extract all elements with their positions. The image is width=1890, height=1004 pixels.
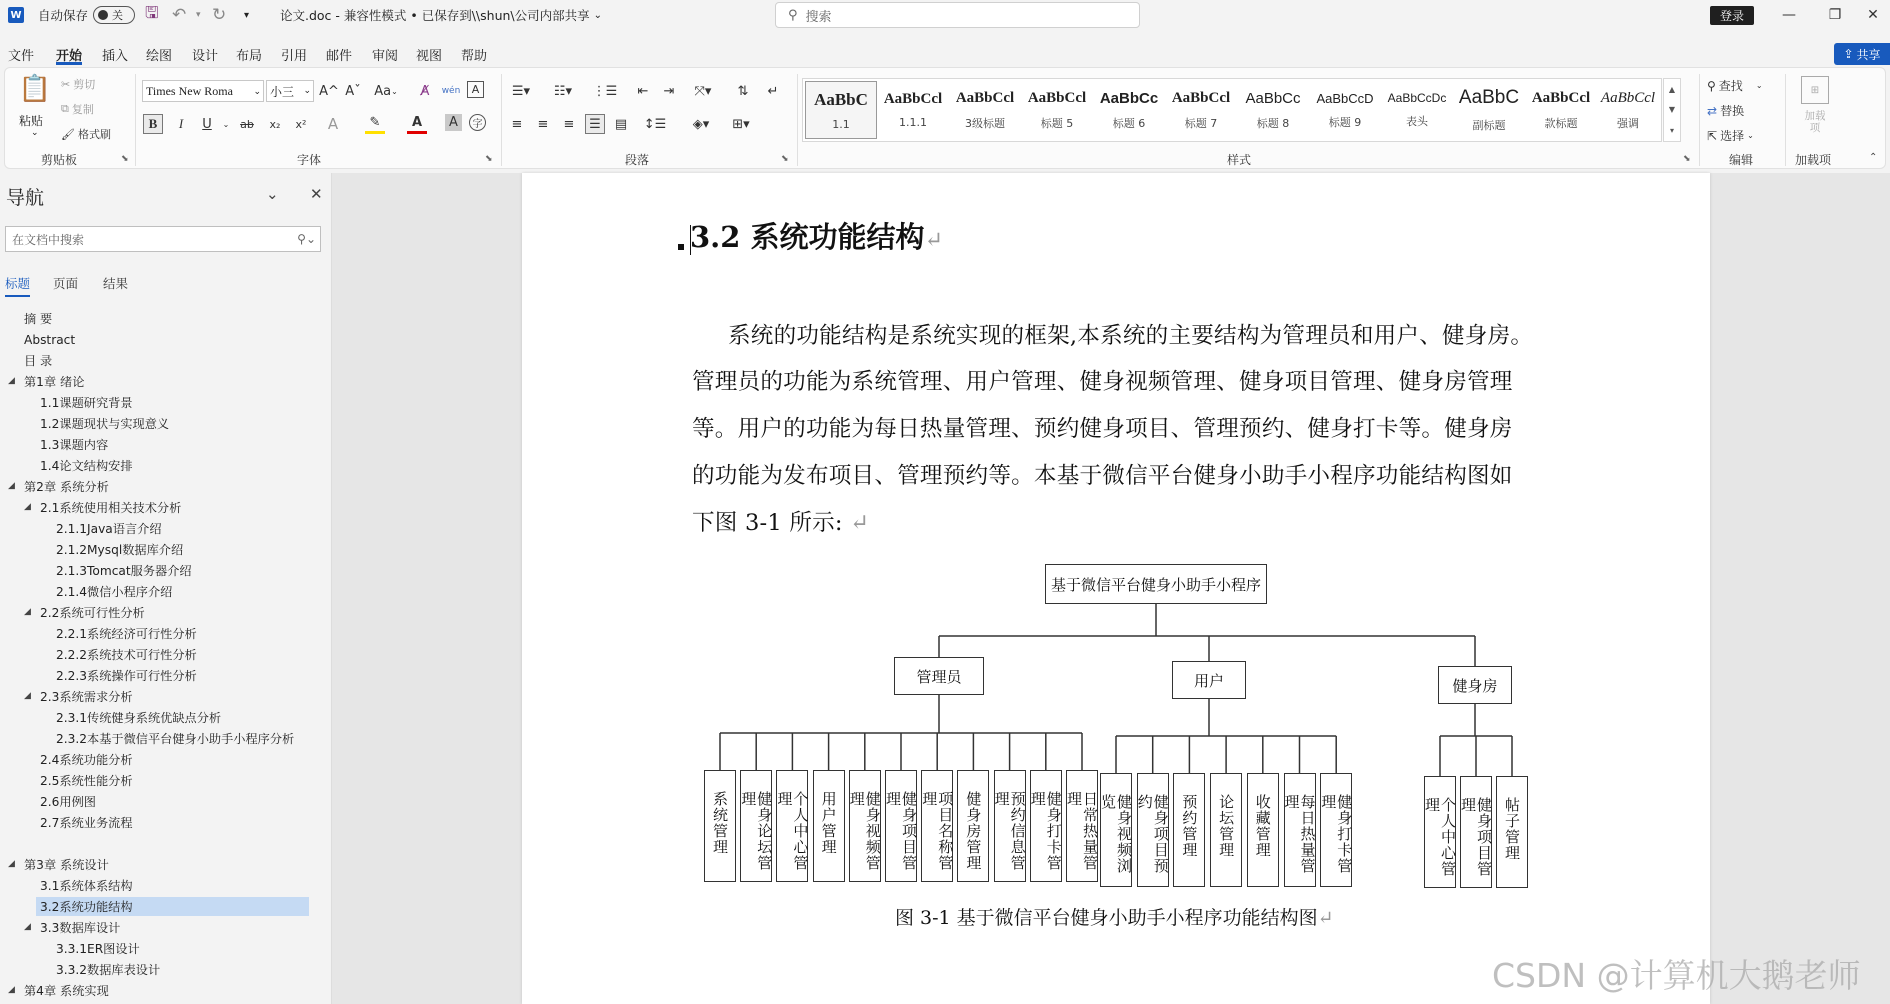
align-right-icon[interactable]: ≡ xyxy=(563,116,575,132)
diagram-leaf-node: 健身项目管理 xyxy=(1460,776,1492,888)
nav-pane-title: 导航 xyxy=(6,187,45,209)
diagram-group-node: 用户 xyxy=(1172,661,1246,699)
nav-heading-item[interactable]: 1.4论文结构安排 xyxy=(40,459,133,473)
nav-heading-item[interactable]: 2.2系统可行性分析 xyxy=(40,606,145,620)
diagram-leaf-node: 系统管理 xyxy=(704,770,736,882)
navigation-pane xyxy=(0,173,332,1004)
paste-icon[interactable]: 📋 xyxy=(18,74,52,104)
nav-heading-item[interactable]: 第3章 系统设计 xyxy=(24,858,109,872)
diagram-leaf-node: 收藏管理 xyxy=(1247,773,1279,887)
borders-icon[interactable]: ⊞▾ xyxy=(732,116,750,132)
font-name-combo[interactable]: Times New Roma ⌄ xyxy=(142,80,264,102)
diagram-leaf-node: 健身打卡管理 xyxy=(1030,770,1062,882)
underline-button[interactable]: U xyxy=(202,116,212,132)
diagram-leaf-node: 健身项目管理 xyxy=(885,770,917,882)
nav-heading-item[interactable]: 2.3.2本基于微信平台健身小助手小程序分析 xyxy=(56,732,295,746)
collapse-ribbon-icon[interactable]: ⌃ xyxy=(1869,152,1878,163)
title-bar xyxy=(0,0,1890,30)
style-item[interactable]: AaBbCcl 3级标题 xyxy=(955,89,1015,130)
collapse-arrow-icon[interactable]: ◢ xyxy=(8,481,15,491)
collapse-arrow-icon[interactable]: ◢ xyxy=(24,502,31,512)
bold-button[interactable]: B xyxy=(143,114,163,134)
style-item[interactable]: AaBbCc 标题 6 xyxy=(1099,89,1159,130)
tab-view[interactable]: 视图 xyxy=(416,49,443,64)
nav-tab-headings[interactable]: 标题 xyxy=(5,274,30,297)
nav-heading-item[interactable]: 2.3系统需求分析 xyxy=(40,690,133,704)
diagram-leaf-node: 帖子管理 xyxy=(1496,776,1528,888)
section-heading[interactable]: 3.2 系统功能结构↵ xyxy=(690,220,943,254)
cut-button[interactable]: ✂ 剪切 xyxy=(61,77,96,91)
character-border-icon[interactable]: A xyxy=(467,81,484,98)
clear-formatting-icon[interactable]: A̸ xyxy=(420,83,430,99)
format-painter-button[interactable]: 🖌 格式刷 xyxy=(61,127,111,141)
style-item[interactable]: AaBbCcl 标题 5 xyxy=(1027,89,1087,130)
style-item[interactable]: AaBbCcl 强调 xyxy=(1600,89,1656,130)
nav-heading-item[interactable]: 2.3.1传统健身系统优缺点分析 xyxy=(56,711,222,725)
paragraph-line: 系统的功能结构是系统实现的框架,本系统的主要结构为管理员和用户、健身房。 xyxy=(728,323,1534,349)
nav-heading-item[interactable]: 1.2课题现状与实现意义 xyxy=(40,417,170,431)
copy-button[interactable]: ⧉ 复制 xyxy=(61,102,94,116)
tab-insert[interactable]: 插入 xyxy=(102,49,129,64)
addins-group-label: 加载项 xyxy=(1795,153,1832,167)
autosave-label: 自动保存 xyxy=(38,8,89,23)
tab-mailings[interactable]: 邮件 xyxy=(326,49,353,64)
styles-launcher-icon[interactable]: ⬊ xyxy=(1683,154,1691,164)
nav-heading-item[interactable]: 2.1.1Java语言介绍 xyxy=(56,522,162,536)
numbering-icon[interactable]: ☷▾ xyxy=(553,83,573,99)
editing-group-label: 编辑 xyxy=(1729,153,1754,167)
replace-button[interactable]: ⇄ 替换 xyxy=(1707,103,1745,118)
nav-heading-item[interactable]: 3.1系统体系结构 xyxy=(40,879,133,893)
find-button[interactable]: ⚲ 查找 ⌄ xyxy=(1707,78,1763,93)
diagram-leaf-node: 个人中心管理 xyxy=(1424,776,1456,888)
nav-heading-item[interactable]: 2.1系统使用相关技术分析 xyxy=(40,501,182,515)
distributed-icon[interactable]: ▤ xyxy=(614,116,628,132)
align-left-icon[interactable]: ≡ xyxy=(511,116,523,132)
diagram-leaf-node: 预约信息管理 xyxy=(994,770,1026,882)
tab-draw[interactable]: 绘图 xyxy=(146,49,173,64)
nav-heading-item[interactable]: 2.2.1系统经济可行性分析 xyxy=(56,627,197,641)
show-formatting-icon[interactable]: ↵ xyxy=(767,83,779,99)
chinese-layout-icon[interactable]: ⤧▾ xyxy=(694,83,712,99)
addins-button[interactable]: 加载项 xyxy=(1804,110,1826,134)
undo-icon[interactable]: ↶ xyxy=(172,5,187,25)
diagram-leaf-node: 个人中心管理 xyxy=(776,770,808,882)
nav-heading-item[interactable]: 1.1课题研究背景 xyxy=(40,396,133,410)
change-case-icon[interactable]: Aa ⌄ xyxy=(374,83,398,99)
tab-layout[interactable]: 布局 xyxy=(236,49,263,64)
line-spacing-icon[interactable]: ↕☰ xyxy=(643,116,667,132)
justify-icon[interactable]: ☰ xyxy=(585,114,605,134)
copy-icon: ⧉ xyxy=(61,102,69,115)
group-divider xyxy=(501,74,502,166)
maximize-icon[interactable]: ❐ xyxy=(1828,7,1842,23)
chevron-up-icon[interactable]: ▲ xyxy=(1668,84,1676,94)
diagram-leaf-node: 预约管理 xyxy=(1173,773,1205,887)
search-icon: ⚲ xyxy=(788,7,798,23)
enclose-characters-icon[interactable]: 字 xyxy=(469,114,486,131)
share-icon: ⇪ xyxy=(1843,47,1854,61)
nav-search-input[interactable]: 在文档中搜索 ⚲⌄ xyxy=(5,226,321,252)
font-launcher-icon[interactable]: ⬊ xyxy=(485,154,493,164)
nav-heading-item[interactable]: 第1章 绪论 xyxy=(24,375,85,389)
scissors-icon: ✂ xyxy=(61,77,71,91)
strikethrough-button[interactable]: ab xyxy=(240,117,254,131)
nav-heading-item[interactable]: 2.6用例图 xyxy=(40,795,96,809)
paragraph-line: 管理员的功能为系统管理、用户管理、健身视频管理、健身项目管理、健身房管理 xyxy=(692,369,1513,395)
diagram-leaf-node: 健身打卡管理 xyxy=(1320,773,1352,887)
paste-button[interactable]: 粘贴 xyxy=(19,114,44,128)
nav-heading-item[interactable]: 3.3.1ER图设计 xyxy=(56,942,140,956)
style-item[interactable]: AaBbCcD 标题 9 xyxy=(1316,90,1374,129)
align-center-icon[interactable]: ≡ xyxy=(537,116,549,132)
paragraph-mark: ↵ xyxy=(842,510,870,536)
word-app-icon: W xyxy=(8,0,24,30)
watermark: CSDN @计算机大鹅老师 xyxy=(1492,956,1861,995)
diagram-leaf-node: 健身视频浏览 xyxy=(1100,773,1132,887)
nav-heading-item[interactable]: 3.3数据库设计 xyxy=(40,921,121,935)
styles-gallery xyxy=(802,78,1662,142)
expand-gallery-icon[interactable]: ▾ xyxy=(1669,126,1674,136)
diagram-group-node: 健身房 xyxy=(1438,666,1512,704)
nav-heading-item[interactable]: 目 录 xyxy=(24,354,53,368)
diagram-leaf-node: 健身论坛管理 xyxy=(740,770,772,882)
collapse-arrow-icon[interactable]: ◢ xyxy=(24,607,31,617)
nav-tab-results[interactable]: 结果 xyxy=(103,276,129,291)
nav-heading-item[interactable]: 2.1.4微信小程序介绍 xyxy=(56,585,173,599)
nav-tab-pages[interactable]: 页面 xyxy=(53,276,79,291)
figure-caption: 图 3-1 基于微信平台健身小助手小程序功能结构图↵ xyxy=(895,907,1334,929)
bullets-icon[interactable]: ☰▾ xyxy=(511,83,531,99)
autosave-toggle[interactable]: 关 xyxy=(93,0,135,30)
increase-indent-icon[interactable]: ⇥ xyxy=(663,83,675,99)
styles-gallery-scroll[interactable] xyxy=(1663,78,1681,142)
document-title[interactable]: 论文.doc - 兼容性模式 • 已保存到\\shun\公司内部共享 ⌄ xyxy=(280,8,603,23)
style-item[interactable]: AaBbCcl 1.1.1 xyxy=(883,91,943,129)
chevron-down-icon[interactable]: ⌄ xyxy=(266,185,279,203)
diagram-group-node: 管理员 xyxy=(894,657,984,695)
ribbon-tabs xyxy=(0,41,1890,67)
style-item[interactable]: AaBbCcl 款标题 xyxy=(1531,89,1591,130)
tab-file[interactable]: 文件 xyxy=(8,49,35,64)
multilevel-list-icon[interactable]: ⋮☰ xyxy=(592,83,618,99)
style-item[interactable]: AaBbCcl 标题 7 xyxy=(1171,89,1231,130)
collapse-arrow-icon[interactable]: ◢ xyxy=(8,376,15,386)
tab-help[interactable]: 帮助 xyxy=(461,49,488,64)
font-group-label: 字体 xyxy=(297,153,322,167)
group-divider xyxy=(1699,74,1700,166)
collapse-arrow-icon[interactable]: ◢ xyxy=(8,859,15,869)
text-effects-icon[interactable]: A xyxy=(327,115,339,133)
select-button[interactable]: ⇱ 选择 ⌄ xyxy=(1707,128,1754,143)
redo-icon[interactable]: ↻ xyxy=(212,5,227,25)
tab-design[interactable]: 设计 xyxy=(192,49,219,64)
collapse-arrow-icon[interactable]: ◢ xyxy=(24,922,31,932)
nav-heading-item[interactable]: 2.1.3Tomcat服务器介绍 xyxy=(56,564,192,578)
nav-heading-item[interactable]: 2.2.2系统技术可行性分析 xyxy=(56,648,197,662)
paragraph-line: 下图 3-1 所示: ↵ xyxy=(692,510,870,536)
addins-icon[interactable]: ⊞ xyxy=(1801,76,1829,104)
diagram-leaf-node: 论坛管理 xyxy=(1210,773,1242,887)
share-button[interactable]: ⇪ 共享 xyxy=(1834,43,1890,65)
clipboard-group-label: 剪贴板 xyxy=(41,153,78,167)
styles-group-label: 样式 xyxy=(1227,153,1252,167)
nav-heading-item[interactable]: 2.1.2Mysql数据库介绍 xyxy=(56,543,184,557)
tab-references[interactable]: 引用 xyxy=(281,49,308,64)
style-item[interactable]: AaBbC 副标题 xyxy=(1458,87,1520,132)
nav-heading-item[interactable]: 2.4系统功能分析 xyxy=(40,753,133,767)
style-item[interactable]: AaBbCc 标题 8 xyxy=(1245,89,1301,130)
paragraph-group-label: 段落 xyxy=(625,153,650,167)
superscript-button[interactable]: x² xyxy=(295,117,307,131)
style-item[interactable]: AaBbCcDc 表头 xyxy=(1387,91,1447,128)
search-icon: ⚲ xyxy=(1707,78,1716,93)
minimize-icon[interactable]: — xyxy=(1782,7,1796,23)
italic-button[interactable]: I xyxy=(178,116,184,131)
nav-heading-item[interactable]: 3.2系统功能结构 xyxy=(36,897,309,916)
font-color-icon[interactable]: A xyxy=(407,114,427,134)
paragraph-launcher-icon[interactable]: ⬊ xyxy=(781,154,789,164)
diagram-leaf-node: 健身视频管理 xyxy=(849,770,881,882)
nav-heading-item[interactable]: 第2章 系统分析 xyxy=(24,480,109,494)
nav-heading-item[interactable]: 1.3课题内容 xyxy=(40,438,109,452)
subscript-button[interactable]: x₂ xyxy=(269,117,281,131)
nav-heading-item[interactable]: 2.7系统业务流程 xyxy=(40,816,133,830)
paragraph-line: 等。用户的功能为每日热量管理、预约健身项目、管理预约、健身打卡等。健身房 xyxy=(692,416,1513,442)
customize-toolbar-icon[interactable]: ▾ xyxy=(244,9,250,21)
shading-icon[interactable]: ◈▾ xyxy=(692,116,710,132)
decrease-indent-icon[interactable]: ⇤ xyxy=(637,83,649,99)
save-icon[interactable]: 🖫 xyxy=(145,2,159,22)
grow-font-icon[interactable]: A^ xyxy=(319,83,339,99)
cursor-icon: ⇱ xyxy=(1707,128,1718,143)
diagram-leaf-node: 日常热量管理 xyxy=(1066,770,1098,882)
replace-icon: ⇄ xyxy=(1707,103,1718,118)
paste-dropdown-icon[interactable]: ⌄ xyxy=(31,128,39,138)
ribbon xyxy=(4,67,1886,169)
collapse-arrow-icon[interactable]: ◢ xyxy=(8,985,15,995)
character-shading-icon[interactable]: A xyxy=(445,114,462,131)
group-divider xyxy=(135,74,136,166)
diagram-leaf-node: 健身房管理 xyxy=(957,770,989,882)
nav-heading-item[interactable]: 2.5系统性能分析 xyxy=(40,774,133,788)
tab-home[interactable]: 开始 xyxy=(56,45,82,65)
diagram-leaf-node: 每日热量管理 xyxy=(1284,773,1316,887)
search-input[interactable]: ⚲ 搜索 xyxy=(775,2,1140,28)
nav-heading-item[interactable]: 3.3.2数据库表设计 xyxy=(56,963,161,977)
clipboard-launcher-icon[interactable]: ⬊ xyxy=(121,154,129,164)
nav-heading-item[interactable]: Abstract xyxy=(24,332,76,347)
nav-heading-item[interactable]: 2.2.3系统操作可行性分析 xyxy=(56,669,197,683)
nav-heading-item[interactable]: 第4章 系统实现 xyxy=(24,984,109,998)
login-button[interactable]: 登录 xyxy=(1710,6,1754,25)
diagram-leaf-node: 用户管理 xyxy=(813,770,845,882)
underline-dropdown-icon[interactable]: ⌄ xyxy=(222,119,230,129)
paragraph-line: 的功能为发布项目、管理预约等。本基于微信平台健身小助手小程序功能结构图如 xyxy=(692,463,1513,489)
close-icon[interactable]: ✕ xyxy=(1867,7,1879,23)
shrink-font-icon[interactable]: Aˇ xyxy=(345,83,361,99)
collapse-arrow-icon[interactable]: ◢ xyxy=(24,691,31,701)
nav-heading-item[interactable]: 摘 要 xyxy=(24,312,53,326)
diagram-root-node: 基于微信平台健身小助手小程序 xyxy=(1045,564,1267,604)
tab-review[interactable]: 审阅 xyxy=(372,49,399,64)
style-item[interactable]: AaBbC 1.1 xyxy=(805,81,877,139)
diagram-leaf-node: 健身项目预约 xyxy=(1137,773,1169,887)
close-icon[interactable]: ✕ xyxy=(310,185,323,203)
undo-dropdown-icon[interactable]: ▾ xyxy=(196,10,201,20)
chevron-down-icon[interactable]: ▼ xyxy=(1668,105,1676,115)
diagram-leaf-node: 项目名称管理 xyxy=(921,770,953,882)
search-icon[interactable]: ⚲⌄ xyxy=(297,232,316,246)
highlight-icon[interactable]: ✎ xyxy=(365,114,385,134)
group-divider xyxy=(797,74,798,166)
font-size-combo[interactable]: 小三 ⌄ xyxy=(266,80,314,102)
brush-icon: 🖌 xyxy=(61,127,75,141)
phonetic-guide-icon[interactable]: wén xyxy=(441,86,461,96)
sort-icon[interactable]: ⇅ xyxy=(737,83,749,99)
paragraph-marker xyxy=(678,244,684,250)
group-divider xyxy=(1785,74,1786,166)
